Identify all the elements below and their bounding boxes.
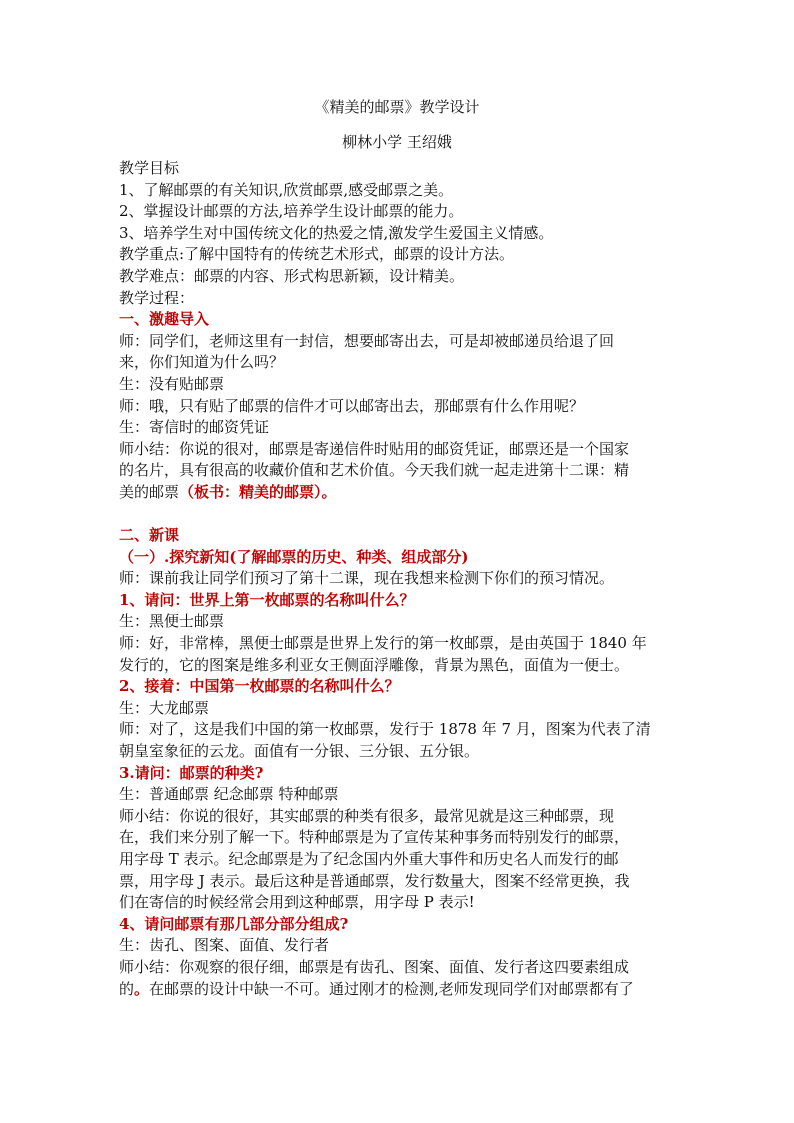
paragraph-line: 师：同学们，老师这里有一封信，想要邮寄出去，可是却被邮递员给退了回 — [119, 331, 615, 350]
paragraph-line: 师小结：你说的很好，其实邮票的种类有很多，最常见就是这三种邮票，现 — [119, 806, 615, 825]
key-point: 教学重点:了解中国特有的传统艺术形式，邮票的设计方法。 — [119, 245, 515, 264]
goal-item: 3、培养学生对中国传统文化的热爱之情,激发学生爱国主义情感。 — [119, 223, 554, 242]
goal-item: 1、了解邮票的有关知识,欣赏邮票,感受邮票之美。 — [119, 180, 454, 199]
paragraph-line — [119, 482, 681, 504]
paragraph-line: 生：黑便士邮票 — [119, 612, 225, 631]
paragraph-line: 朝皇室象征的云龙。面值有一分银、三分银、五分银。 — [119, 742, 480, 761]
paragraph-line: 在，我们来分别了解一下。特种邮票是为了宣传某种事务而特别发行的邮票， — [119, 828, 630, 847]
section2-subheading: （一）.探究新知(了解邮票的历史、种类、组成部分) — [119, 547, 469, 566]
paragraph-line: 来，你们知道为什么吗？ — [119, 353, 285, 372]
section1-heading: 一、激趣导入 — [119, 310, 210, 329]
goal-item: 2、掌握设计邮票的方法,培养学生设计邮票的能力。 — [119, 202, 464, 221]
paragraph-text: 在邮票的设计中缺一不可。通过刚才的检测,老师发现同学们对邮票都有了 — [149, 979, 634, 998]
paragraph-line: 发行的，它的图案是维多利亚女王侧面浮雕像，背景为黑色，面值为一便士。 — [119, 655, 630, 674]
process-heading: 教学过程： — [119, 288, 195, 307]
difficulty: 教学难点：邮票的内容、形式构思新颖，设计精美。 — [119, 266, 465, 285]
document-title: 《精美的邮票》教学设计 — [314, 98, 480, 116]
document-body — [119, 158, 681, 1000]
paragraph-line: 生：普通邮票 纪念邮票 特种邮票 — [119, 785, 339, 804]
paragraph-line: 票，用字母 J 表示。最后这种是普通邮票，发行数量大，图案不经常更换，我 — [119, 871, 630, 890]
paragraph-line: 生：大龙邮票 — [119, 698, 210, 717]
paragraph-line: 用字母 T 表示。纪念邮票是为了纪念国内外重大事件和历史名人而发行的邮 — [119, 850, 619, 868]
paragraph-line — [119, 979, 681, 1001]
paragraph-line: 生：齿孔、图案、面值、发行者 — [119, 936, 330, 955]
spacer — [119, 504, 681, 526]
paragraph-line: 师小结：你观察的很仔细，邮票是有齿孔、图案、面值、发行者这四要素组成 — [119, 957, 630, 976]
paragraph-line: 师：对了，这是我们中国的第一枚邮票，发行于 1878 年 7 月，图案为代表了清 — [119, 720, 651, 739]
red-punctuation: 。 — [134, 979, 150, 998]
paragraph-text: 美的邮票 — [119, 482, 180, 501]
paragraph-line: 生：没有贴邮票 — [119, 374, 225, 393]
paragraph-line: 师：好，非常棒，黑便士邮票是世界上发行的第一枚邮票，是由英国于 1840 年 — [119, 634, 647, 653]
paragraph-line: 师：课前我让同学们预习了第十二课，现在我想来检测下你们的预习情况。 — [119, 569, 615, 588]
paragraph-line: 们在寄信的时候经常会用到这种邮票，用字母 P 表示! — [119, 893, 475, 912]
question-1: 1、请问：世界上第一枚邮票的名称叫什么？ — [119, 590, 415, 609]
paragraph-line: 的名片，具有很高的收藏价值和艺术价值。今天我们就一起走进第十二课：精 — [119, 461, 630, 480]
paragraph-line: 师小结：你说的很对，邮票是寄递信件时贴用的邮资凭证，邮票还是一个国家 — [119, 439, 630, 458]
question-4: 4、请问邮票有那几部分部分组成? — [119, 914, 349, 933]
question-3: 3.请问：邮票的种类? — [119, 763, 264, 782]
goals-heading: 教学目标 — [119, 159, 180, 177]
paragraph-text: 的 — [119, 979, 135, 998]
board-note: （板书：精美的邮票）。 — [179, 482, 337, 501]
author-line: 柳林小学 王绍娥 — [342, 133, 452, 151]
paragraph-line: 生：寄信时的邮资凭证 — [119, 418, 270, 437]
question-2: 2、接着：中国第一枚邮票的名称叫什么？ — [119, 677, 400, 696]
section2-heading: 二、新课 — [119, 526, 180, 545]
paragraph-line: 师：哦，只有贴了邮票的信件才可以邮寄出去，那邮票有什么作用呢？ — [119, 396, 585, 415]
